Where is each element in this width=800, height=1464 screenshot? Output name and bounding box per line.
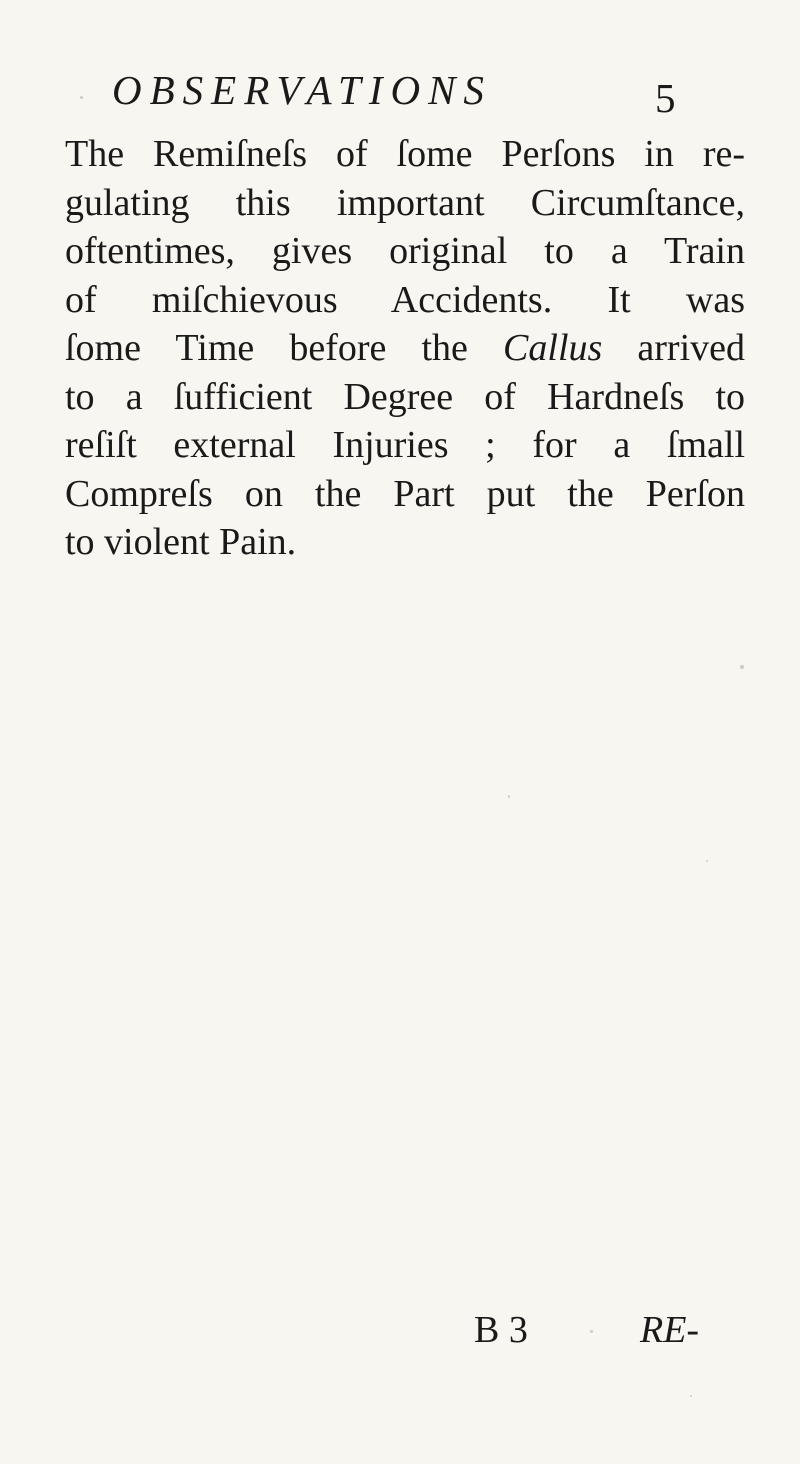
text-line: oftentimes, gives original to a Train (65, 230, 745, 272)
text-line: Compreſs on the Part put the Perſon (65, 472, 745, 515)
italic-term: Callus (503, 327, 603, 369)
paper-speck (80, 96, 83, 99)
text-line: gulating this important Circumſtance, (65, 181, 745, 224)
signature-mark: B 3 (474, 1309, 528, 1351)
paper-speck (690, 1395, 692, 1397)
page-number: 5 (655, 75, 676, 121)
paper-speck (590, 1330, 593, 1333)
text-segment: ſome Time before the (65, 327, 468, 369)
text-line: of miſchievous Accidents. It was (65, 278, 745, 321)
text-line-with-italic (65, 324, 745, 373)
paper-speck (706, 860, 708, 862)
text-line: to a ſufficient Degree of Hardneſs to (65, 375, 745, 418)
text-line: The Remiſneſs of ſome Perſons in re- (65, 133, 745, 175)
body-paragraph (65, 130, 745, 567)
text-segment: arrived (637, 327, 746, 369)
text-line: to violent Pain. (65, 521, 297, 563)
text-line: reſiſt external Injuries ; for a ſmall (65, 424, 745, 466)
paper-speck (508, 795, 510, 798)
paper-speck (740, 665, 744, 669)
running-title: OBSERVATIONS (112, 67, 492, 113)
catchword: RE- (640, 1309, 700, 1351)
